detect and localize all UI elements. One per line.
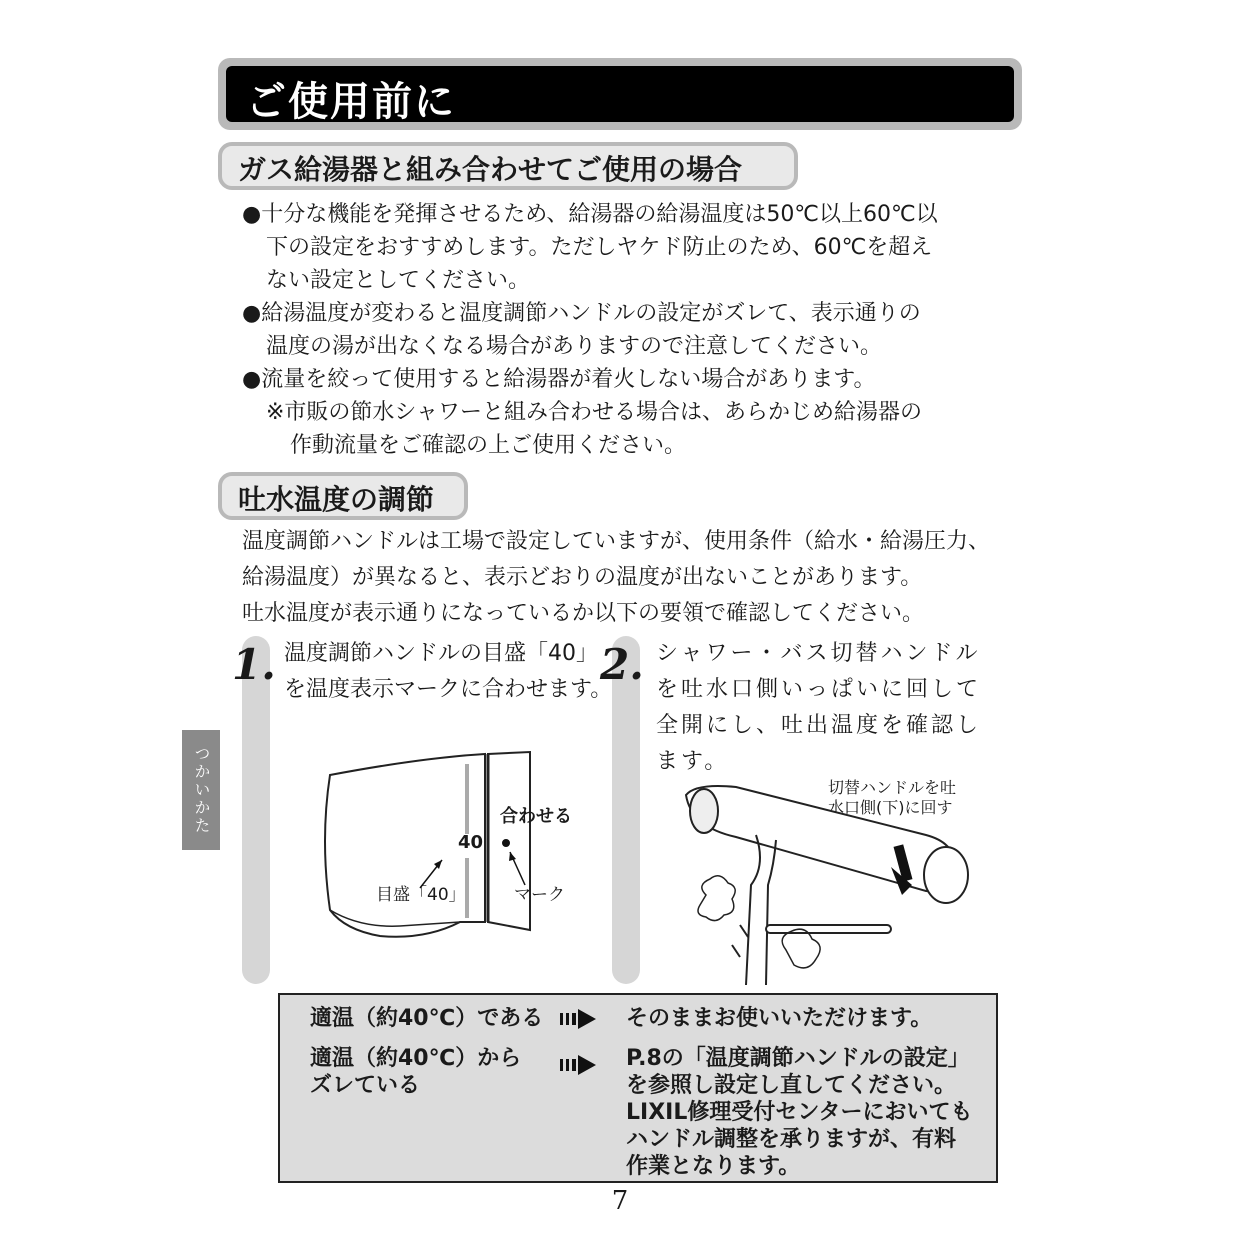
- result-row1-action: そのままお使いいただけます。: [626, 1006, 933, 1031]
- text-line: ※市販の節水シャワーと組み合わせる場合は、あらかじめ給湯器の: [266, 400, 922, 425]
- faucet-illustration: [676, 775, 1006, 985]
- text-line: 切替ハンドルを吐: [828, 778, 957, 797]
- page-number: 7: [611, 1186, 629, 1216]
- text-line: 作動流量をご確認の上ご使用ください。: [290, 433, 687, 458]
- side-tab-usage: つかいかた: [182, 730, 220, 850]
- text-line: ない設定としてください。: [266, 268, 531, 293]
- result-table: [278, 993, 998, 1183]
- text-line: ●十分な機能を発揮させるため、給湯器の給湯温度は50℃以上60℃以: [242, 202, 938, 227]
- text-line: を参照し設定し直してください。: [626, 1073, 957, 1098]
- section-heading-gas: ガス給湯器と組み合わせてご使用の場合: [218, 142, 798, 190]
- label-40: 40: [458, 832, 484, 853]
- section-gas-body: [242, 198, 938, 462]
- step1-number: 1.: [232, 640, 276, 689]
- label-mark: マーク: [514, 885, 565, 905]
- section-temperature-intro: [242, 524, 990, 632]
- text-line: P.8の「温度調節ハンドルの設定」: [626, 1046, 970, 1071]
- text-line: 水口側(下)に回す: [828, 798, 953, 817]
- text-line: を温度表示マークに合わせます。: [284, 677, 613, 702]
- text-line: 温度調節ハンドルの目盛「40」: [284, 641, 598, 666]
- text-line: 作業となります。: [626, 1154, 801, 1179]
- text-line: ズレている: [310, 1073, 421, 1098]
- label-align: 合わせる: [500, 806, 572, 827]
- handle-scale-illustration: [300, 740, 560, 960]
- text-line: シャワー・バス切替ハンドル: [656, 641, 981, 666]
- text-line: ハンドル調整を承りますが、有料: [626, 1127, 957, 1152]
- text-line: 全開にし、吐出温度を確認し: [656, 713, 982, 738]
- text-line: 温度の湯が出なくなる場合がありますので注意してください。: [266, 334, 883, 359]
- text-line: 吐水温度が表示通りになっているか以下の要領で確認してください。: [242, 601, 925, 626]
- page-title: ご使用前に: [246, 79, 456, 125]
- step1-text: [284, 636, 612, 708]
- arrow-right-icon: [558, 1053, 598, 1077]
- result-row2-action: [626, 1045, 973, 1180]
- text-line: 給湯温度）が異なると、表示どおりの温度が出ないことがあります。: [242, 565, 923, 590]
- text-line: を吐水口側いっぱいに回して: [656, 677, 982, 702]
- step2-number: 2.: [600, 640, 644, 689]
- text-line: 温度調節ハンドルは工場で設定していますが、使用条件（給水・給湯圧力、: [242, 529, 991, 554]
- label-scale-40: 目盛「40」: [376, 885, 466, 905]
- section-heading-temperature: 吐水温度の調節: [218, 472, 468, 520]
- arrow-right-icon: [558, 1007, 598, 1031]
- text-line: ●流量を絞って使用すると給湯器が着火しない場合があります。: [242, 367, 876, 392]
- text-line: ●給湯温度が変わると温度調節ハンドルの設定がズレて、表示通りの: [242, 301, 921, 326]
- step2-text: [656, 636, 981, 780]
- result-row1-condition: 適温（約40℃）である: [310, 1006, 544, 1031]
- text-line: LIXIL修理受付センターにおいても: [626, 1100, 973, 1125]
- page-title-banner: [218, 58, 1022, 130]
- text-line: 適温（約40℃）から: [310, 1046, 522, 1071]
- text-line: 下の設定をおすすめします。ただしヤケド防止のため、60℃を超え: [266, 235, 933, 260]
- result-row2-condition: [310, 1045, 521, 1099]
- text-line: ます。: [656, 749, 730, 774]
